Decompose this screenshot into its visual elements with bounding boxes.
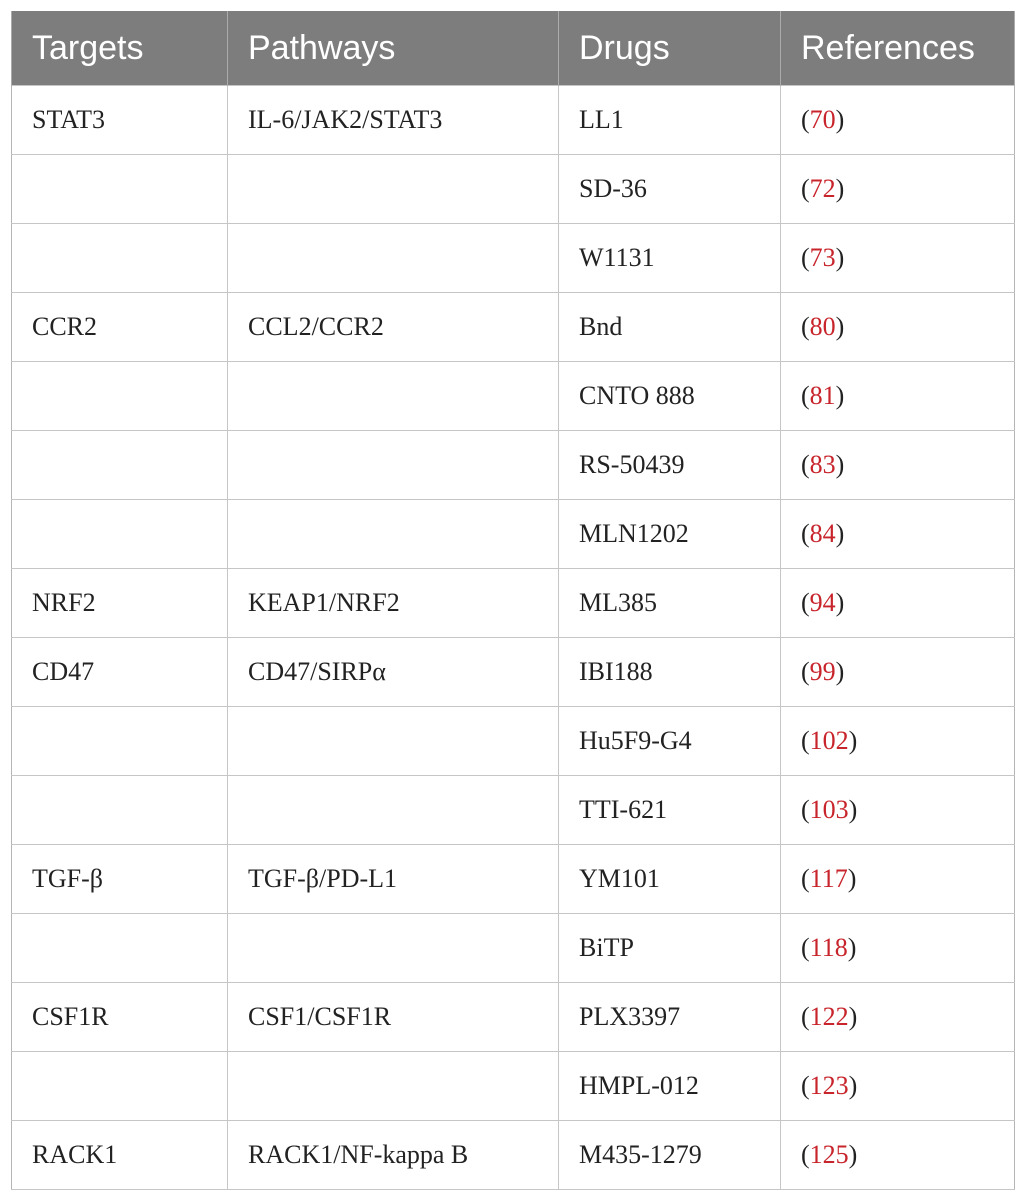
table-row — [12, 86, 1015, 155]
table-row — [12, 1121, 1015, 1190]
cell-pathway — [228, 776, 559, 845]
cell-pathway — [228, 914, 559, 983]
header-targets: Targets — [12, 11, 228, 86]
reference-close-paren: ) — [835, 381, 845, 410]
table-row — [12, 155, 1015, 224]
reference-close-paren: ) — [835, 657, 845, 686]
reference-open-paren: ( — [801, 174, 810, 203]
reference-link[interactable]: 117 — [809, 864, 848, 893]
reference-close-paren: ) — [835, 519, 845, 548]
reference-link[interactable]: 83 — [809, 450, 836, 479]
table-row — [12, 776, 1015, 845]
reference-close-paren: ) — [848, 795, 858, 824]
table-row — [12, 845, 1015, 914]
cell-pathway — [228, 431, 559, 500]
reference-open-paren: ( — [801, 795, 810, 824]
cell-drug: CNTO 888 — [559, 362, 781, 431]
reference-open-paren: ( — [801, 933, 810, 962]
reference-close-paren: ) — [848, 1002, 858, 1031]
reference-open-paren: ( — [801, 1071, 810, 1100]
cell-pathway: TGF-β/PD-L1 — [228, 845, 559, 914]
reference-link[interactable]: 99 — [809, 657, 836, 686]
reference-link[interactable]: 70 — [809, 105, 836, 134]
reference-close-paren: ) — [835, 243, 845, 272]
cell-target: CD47 — [12, 638, 228, 707]
reference-link[interactable]: 72 — [809, 174, 836, 203]
cell-reference — [781, 1052, 1015, 1121]
cell-pathway: KEAP1/NRF2 — [228, 569, 559, 638]
reference-close-paren: ) — [835, 312, 845, 341]
cell-reference — [781, 431, 1015, 500]
cell-pathway: RACK1/NF-kappa B — [228, 1121, 559, 1190]
table-row — [12, 500, 1015, 569]
header-drugs: Drugs — [559, 11, 781, 86]
cell-reference — [781, 983, 1015, 1052]
cell-target: TGF-β — [12, 845, 228, 914]
reference-open-paren: ( — [801, 726, 810, 755]
cell-drug: W1131 — [559, 224, 781, 293]
reference-link[interactable]: 73 — [809, 243, 836, 272]
cell-target — [12, 1052, 228, 1121]
cell-pathway: CSF1/CSF1R — [228, 983, 559, 1052]
cell-pathway — [228, 224, 559, 293]
cell-reference — [781, 569, 1015, 638]
reference-link[interactable]: 81 — [809, 381, 836, 410]
reference-open-paren: ( — [801, 312, 810, 341]
cell-target: NRF2 — [12, 569, 228, 638]
cell-pathway — [228, 707, 559, 776]
table-row — [12, 707, 1015, 776]
reference-open-paren: ( — [801, 864, 810, 893]
table-row — [12, 293, 1015, 362]
cell-drug: RS-50439 — [559, 431, 781, 500]
cell-reference — [781, 707, 1015, 776]
cell-pathway: IL-6/JAK2/STAT3 — [228, 86, 559, 155]
drug-targets-table-container — [11, 11, 1014, 1190]
cell-reference — [781, 1121, 1015, 1190]
cell-drug: LL1 — [559, 86, 781, 155]
reference-close-paren: ) — [835, 105, 845, 134]
reference-open-paren: ( — [801, 657, 810, 686]
cell-drug: Bnd — [559, 293, 781, 362]
reference-close-paren: ) — [848, 1071, 858, 1100]
reference-open-paren: ( — [801, 1002, 810, 1031]
cell-target: STAT3 — [12, 86, 228, 155]
reference-link[interactable]: 102 — [809, 726, 849, 755]
cell-drug: IBI188 — [559, 638, 781, 707]
reference-close-paren: ) — [848, 726, 858, 755]
reference-open-paren: ( — [801, 381, 810, 410]
drug-targets-table — [11, 11, 1015, 1190]
cell-target — [12, 155, 228, 224]
cell-drug: HMPL-012 — [559, 1052, 781, 1121]
cell-target — [12, 224, 228, 293]
cell-drug: Hu5F9-G4 — [559, 707, 781, 776]
reference-link[interactable]: 84 — [809, 519, 836, 548]
reference-link[interactable]: 125 — [809, 1140, 849, 1169]
reference-close-paren: ) — [847, 933, 857, 962]
cell-drug: PLX3397 — [559, 983, 781, 1052]
cell-pathway — [228, 362, 559, 431]
reference-link[interactable]: 80 — [809, 312, 836, 341]
cell-drug: YM101 — [559, 845, 781, 914]
reference-link[interactable]: 123 — [809, 1071, 849, 1100]
cell-reference — [781, 155, 1015, 224]
reference-close-paren: ) — [835, 174, 845, 203]
cell-target — [12, 914, 228, 983]
cell-target — [12, 362, 228, 431]
reference-close-paren: ) — [848, 1140, 858, 1169]
table-header — [12, 11, 1015, 86]
cell-reference — [781, 914, 1015, 983]
cell-pathway — [228, 1052, 559, 1121]
reference-open-paren: ( — [801, 450, 810, 479]
cell-target: RACK1 — [12, 1121, 228, 1190]
cell-drug: BiTP — [559, 914, 781, 983]
cell-drug: ML385 — [559, 569, 781, 638]
reference-link[interactable]: 94 — [809, 588, 836, 617]
reference-link[interactable]: 122 — [809, 1002, 849, 1031]
cell-target: CSF1R — [12, 983, 228, 1052]
table-row — [12, 569, 1015, 638]
cell-target — [12, 707, 228, 776]
cell-reference — [781, 362, 1015, 431]
cell-reference — [781, 845, 1015, 914]
cell-reference — [781, 86, 1015, 155]
reference-open-paren: ( — [801, 588, 810, 617]
reference-open-paren: ( — [801, 105, 810, 134]
table-row — [12, 1052, 1015, 1121]
cell-reference — [781, 293, 1015, 362]
table-row — [12, 983, 1015, 1052]
cell-drug: M435-1279 — [559, 1121, 781, 1190]
reference-close-paren: ) — [847, 864, 857, 893]
cell-drug: SD-36 — [559, 155, 781, 224]
reference-open-paren: ( — [801, 1140, 810, 1169]
cell-reference — [781, 638, 1015, 707]
table-row — [12, 431, 1015, 500]
cell-reference — [781, 776, 1015, 845]
header-row — [12, 11, 1015, 86]
reference-close-paren: ) — [835, 588, 845, 617]
cell-pathway — [228, 155, 559, 224]
cell-target — [12, 431, 228, 500]
cell-reference — [781, 500, 1015, 569]
table-row — [12, 914, 1015, 983]
cell-pathway — [228, 500, 559, 569]
header-references: References — [781, 11, 1015, 86]
cell-pathway: CD47/SIRPα — [228, 638, 559, 707]
cell-target — [12, 500, 228, 569]
table-row — [12, 638, 1015, 707]
reference-link[interactable]: 118 — [809, 933, 848, 962]
cell-target — [12, 776, 228, 845]
reference-close-paren: ) — [835, 450, 845, 479]
table-row — [12, 362, 1015, 431]
reference-link[interactable]: 103 — [809, 795, 849, 824]
reference-open-paren: ( — [801, 519, 810, 548]
header-pathways: Pathways — [228, 11, 559, 86]
cell-pathway: CCL2/CCR2 — [228, 293, 559, 362]
cell-target: CCR2 — [12, 293, 228, 362]
table-body — [12, 86, 1015, 1190]
reference-open-paren: ( — [801, 243, 810, 272]
cell-drug: MLN1202 — [559, 500, 781, 569]
table-row — [12, 224, 1015, 293]
cell-reference — [781, 224, 1015, 293]
cell-drug: TTI-621 — [559, 776, 781, 845]
